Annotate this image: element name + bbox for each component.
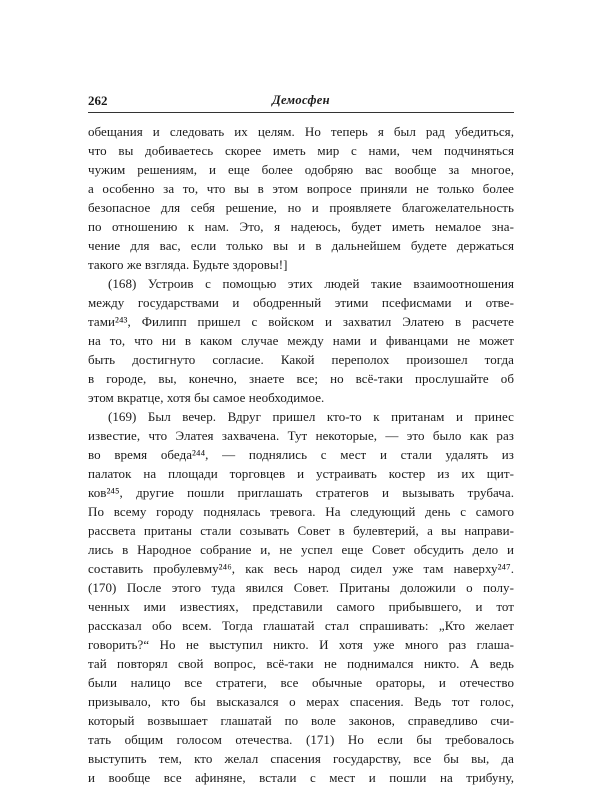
page-header — [88, 93, 514, 111]
text-line: такого же взгляда. Будьте здоровы!] — [88, 257, 288, 272]
text-line: были налицо все стратеги, все обычные ораторы, и отечество — [88, 675, 514, 690]
paragraph-start-168: (168) Устроив с помощью этих людей такие взаимоотношения — [108, 276, 514, 291]
text-line: этом вкратце, хотя бы самое необходимое. — [88, 390, 325, 405]
text-line: известие, что Элатея захвачена. Тут некоторые, — это было как раз — [88, 428, 514, 443]
text-line: (170) После этого туда явился Совет. Пританы доложили о полу- — [88, 580, 514, 595]
text-line: тами²⁴³, Филипп пришел с войском и захватил Элатею в расчете — [88, 314, 514, 329]
text-line: безопасное для себя решение, но и проявляете благожелательность — [88, 200, 514, 215]
body-text — [88, 122, 514, 787]
running-title: Демосфен — [272, 93, 330, 107]
text-line: чужим решениям, и еще более одобряю вас вообще за многое, — [88, 162, 514, 177]
text-line: лись в Народное собрание и, не успел еще Совет обсудить дело и — [88, 542, 514, 557]
text-line: в городе, вы, конечно, знаете все; но всё-таки прослушайте об — [88, 371, 514, 386]
text-line: составить пробулевму²⁴⁶, как весь народ сидел уже там наверху²⁴⁷. — [88, 561, 514, 576]
text-line: рассвета пританы стали созывать Совет в булевтерий, а вы направи- — [88, 523, 514, 538]
text-line: выступить тем, кто желал спасения государству, все бы вы, да — [88, 751, 514, 766]
text-line: По всему городу поднялась тревога. На следующий день с самого — [88, 504, 514, 519]
text-line: ков²⁴⁵, другие пошли приглашать стратегов и вызывать трубача. — [88, 485, 514, 500]
text-line: обещания и следовать их целям. Но теперь я был рад убедиться, — [88, 124, 514, 139]
text-line: быть достигнуто согласие. Какой переполох произошел тогда — [88, 352, 514, 367]
text-line: палаток на площади торговцев и устраивать костер из их щит- — [88, 466, 514, 481]
text-line: во время обеда²⁴⁴, — поднялись с мест и стали удалять из — [88, 447, 514, 462]
text-line: чение для вас, если только вы и в дальнейшем будете держаться — [88, 238, 514, 253]
text-line: по отношению к нам. Это, я надеюсь, будет иметь немалое зна- — [88, 219, 514, 234]
text-line: тать общим голосом отечества. (171) Но если бы требовалось — [88, 732, 514, 747]
text-line: и вообще все афиняне, встали с мест и пошли на трибуну, — [88, 770, 514, 785]
paragraph-start-169: (169) Был вечер. Вдруг пришел кто-то к пританам и принес — [108, 409, 514, 424]
text-line: который возвышает глашатай по воле законов, справедливо счи- — [88, 713, 514, 728]
text-line: рассказал обо всем. Тогда глашатай стал спрашивать: „Кто желает — [88, 618, 514, 633]
text-line: что вы добиваетесь скорее иметь мир с нами, чем подчиняться — [88, 143, 514, 158]
page-number: 262 — [88, 93, 108, 108]
header-rule — [88, 112, 514, 113]
text-line: говорить?“ Но не выступил никто. И хотя уже много раз глаша- — [88, 637, 514, 652]
text-line: между государствами и ободренный этими псефисмами и отве- — [88, 295, 514, 310]
text-line: тай повторял свой вопрос, всё-таки не поднимался никто. А ведь — [88, 656, 514, 671]
text-line: ченных ими известиях, представили самого прибывшего, и тот — [88, 599, 514, 614]
text-line: на то, что ни в каком случае между нами и фиванцами не может — [88, 333, 514, 348]
text-line: а особенно за то, что вы в этом вопросе приняли не только более — [88, 181, 514, 196]
text-line: призывало, кто бы высказался о мерах спасения. Ведь тот голос, — [88, 694, 514, 709]
